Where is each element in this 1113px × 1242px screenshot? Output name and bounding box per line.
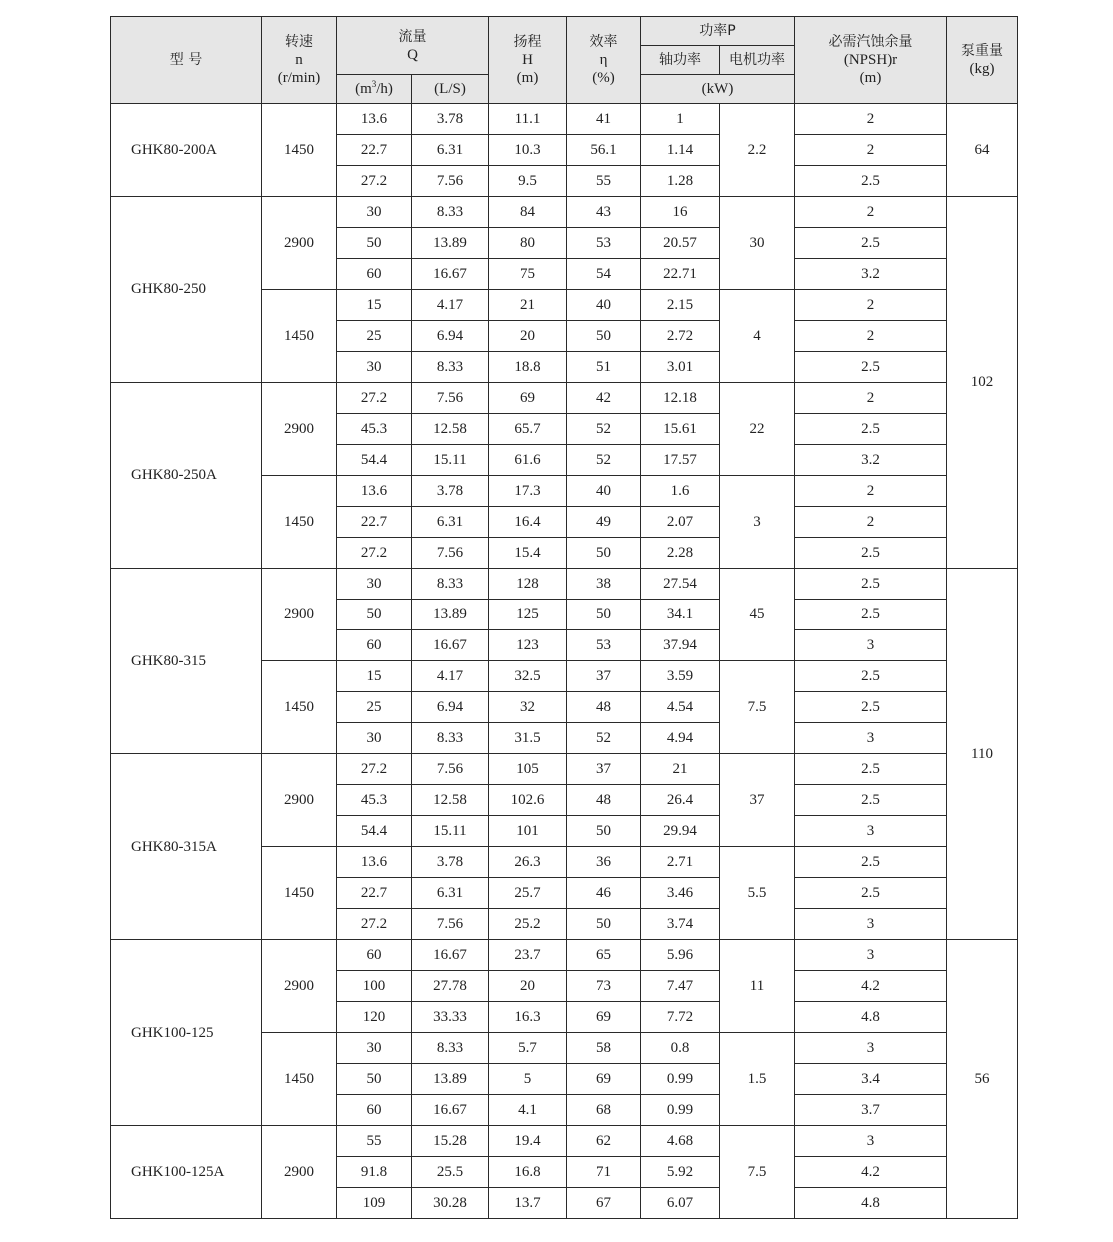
efficiency-value: 58 <box>567 1033 641 1064</box>
motor-power-value: 11 <box>720 940 795 1033</box>
speed-value: 1450 <box>262 847 337 940</box>
flow-m3h-value: 13.6 <box>337 847 412 878</box>
shaft-power-value: 2.07 <box>641 506 720 537</box>
flow-ls-value: 15.11 <box>412 816 489 847</box>
efficiency-value: 62 <box>567 1125 641 1156</box>
efficiency-value: 54 <box>567 258 641 289</box>
head-value: 25.7 <box>489 878 567 909</box>
shaft-power-value: 3.59 <box>641 661 720 692</box>
shaft-power-value: 5.92 <box>641 1156 720 1187</box>
motor-power-value: 22 <box>720 382 795 475</box>
flow-ls-value: 33.33 <box>412 1002 489 1033</box>
shaft-power-value: 17.57 <box>641 444 720 475</box>
npsh-value: 2 <box>795 289 947 320</box>
flow-ls-value: 7.56 <box>412 909 489 940</box>
head-value: 80 <box>489 227 567 258</box>
flow-m3h-value: 60 <box>337 1095 412 1126</box>
npsh-value: 3 <box>795 1033 947 1064</box>
efficiency-value: 37 <box>567 661 641 692</box>
npsh-value: 3.2 <box>795 444 947 475</box>
shaft-power-value: 37.94 <box>641 630 720 661</box>
flow-m3h-value: 50 <box>337 599 412 630</box>
shaft-power-value: 22.71 <box>641 258 720 289</box>
head-value: 31.5 <box>489 723 567 754</box>
npsh-value: 2.5 <box>795 878 947 909</box>
npsh-value: 2.5 <box>795 692 947 723</box>
header-efficiency: 效率 η (%) <box>567 17 641 104</box>
efficiency-value: 65 <box>567 940 641 971</box>
table-row <box>111 196 1018 227</box>
flow-m3h-value: 30 <box>337 196 412 227</box>
flow-m3h-value: 30 <box>337 1033 412 1064</box>
speed-value: 1450 <box>262 661 337 754</box>
table-row <box>111 940 1018 971</box>
flow-ls-value: 6.94 <box>412 320 489 351</box>
flow-ls-value: 13.89 <box>412 599 489 630</box>
shaft-power-value: 34.1 <box>641 599 720 630</box>
efficiency-value: 46 <box>567 878 641 909</box>
npsh-value: 2.5 <box>795 568 947 599</box>
shaft-power-value: 7.72 <box>641 1002 720 1033</box>
head-value: 11.1 <box>489 104 567 135</box>
flow-ls-value: 8.33 <box>412 196 489 227</box>
flow-m3h-value: 27.2 <box>337 909 412 940</box>
weight-value: 56 <box>947 940 1018 1219</box>
shaft-power-value: 2.15 <box>641 289 720 320</box>
shaft-power-value: 7.47 <box>641 971 720 1002</box>
shaft-power-value: 20.57 <box>641 227 720 258</box>
table-body <box>111 104 1018 1219</box>
shaft-power-value: 2.72 <box>641 320 720 351</box>
head-value: 128 <box>489 568 567 599</box>
model-name: GHK100-125 <box>111 940 262 1126</box>
flow-m3h-value: 120 <box>337 1002 412 1033</box>
weight-value: 110 <box>947 568 1018 940</box>
efficiency-value: 37 <box>567 754 641 785</box>
flow-m3h-value: 30 <box>337 568 412 599</box>
motor-power-value: 3 <box>720 475 795 568</box>
flow-m3h-value: 45.3 <box>337 785 412 816</box>
header-weight: 泵重量 (kg) <box>947 17 1018 104</box>
efficiency-value: 52 <box>567 413 641 444</box>
efficiency-value: 68 <box>567 1095 641 1126</box>
shaft-power-value: 16 <box>641 196 720 227</box>
flow-ls-value: 7.56 <box>412 537 489 568</box>
model-name: GHK80-315 <box>111 568 262 754</box>
flow-ls-value: 6.94 <box>412 692 489 723</box>
head-value: 10.3 <box>489 134 567 165</box>
npsh-value: 2.5 <box>795 785 947 816</box>
speed-value: 2900 <box>262 754 337 847</box>
npsh-value: 2 <box>795 506 947 537</box>
flow-ls-value: 13.89 <box>412 1064 489 1095</box>
flow-ls-value: 27.78 <box>412 971 489 1002</box>
efficiency-value: 52 <box>567 723 641 754</box>
efficiency-value: 71 <box>567 1156 641 1187</box>
shaft-power-value: 6.07 <box>641 1187 720 1218</box>
pump-performance-table <box>110 16 1018 1219</box>
header-speed: 转速 n (r/min) <box>262 17 337 104</box>
head-value: 75 <box>489 258 567 289</box>
npsh-value: 4.8 <box>795 1002 947 1033</box>
shaft-power-value: 1.14 <box>641 134 720 165</box>
motor-power-value: 4 <box>720 289 795 382</box>
head-value: 125 <box>489 599 567 630</box>
flow-m3h-value: 60 <box>337 940 412 971</box>
npsh-value: 3.4 <box>795 1064 947 1095</box>
header-head: 扬程 H (m) <box>489 17 567 104</box>
flow-ls-value: 25.5 <box>412 1156 489 1187</box>
flow-m3h-value: 60 <box>337 630 412 661</box>
shaft-power-value: 3.74 <box>641 909 720 940</box>
header-flow: 流量 Q <box>337 17 489 75</box>
motor-power-value: 7.5 <box>720 1125 795 1218</box>
efficiency-value: 55 <box>567 165 641 196</box>
table-header <box>111 17 1018 104</box>
efficiency-value: 67 <box>567 1187 641 1218</box>
head-value: 123 <box>489 630 567 661</box>
weight-value: 64 <box>947 104 1018 197</box>
speed-value: 1450 <box>262 1033 337 1126</box>
flow-m3h-value: 27.2 <box>337 754 412 785</box>
flow-m3h-value: 50 <box>337 1064 412 1095</box>
shaft-power-value: 1.6 <box>641 475 720 506</box>
head-value: 32 <box>489 692 567 723</box>
head-value: 13.7 <box>489 1187 567 1218</box>
flow-ls-value: 12.58 <box>412 785 489 816</box>
head-value: 9.5 <box>489 165 567 196</box>
speed-value: 2900 <box>262 382 337 475</box>
flow-ls-value: 7.56 <box>412 754 489 785</box>
table-row <box>111 754 1018 785</box>
npsh-value: 4.2 <box>795 1156 947 1187</box>
head-value: 84 <box>489 196 567 227</box>
npsh-value: 3.2 <box>795 258 947 289</box>
speed-value: 1450 <box>262 104 337 197</box>
flow-ls-value: 30.28 <box>412 1187 489 1218</box>
shaft-power-value: 21 <box>641 754 720 785</box>
head-value: 19.4 <box>489 1125 567 1156</box>
head-value: 23.7 <box>489 940 567 971</box>
flow-m3h-value: 13.6 <box>337 475 412 506</box>
head-value: 16.3 <box>489 1002 567 1033</box>
flow-ls-value: 6.31 <box>412 134 489 165</box>
shaft-power-value: 3.01 <box>641 351 720 382</box>
flow-m3h-value: 91.8 <box>337 1156 412 1187</box>
efficiency-value: 38 <box>567 568 641 599</box>
flow-m3h-value: 25 <box>337 320 412 351</box>
motor-power-value: 1.5 <box>720 1033 795 1126</box>
head-value: 105 <box>489 754 567 785</box>
npsh-value: 2.5 <box>795 227 947 258</box>
speed-value: 2900 <box>262 1125 337 1218</box>
header-motor-power: 电机功率 <box>720 46 795 75</box>
speed-value: 1450 <box>262 475 337 568</box>
header-power-unit: (kW) <box>641 75 795 104</box>
npsh-value: 3.7 <box>795 1095 947 1126</box>
flow-ls-value: 6.31 <box>412 878 489 909</box>
head-value: 21 <box>489 289 567 320</box>
npsh-value: 2.5 <box>795 165 947 196</box>
motor-power-value: 5.5 <box>720 847 795 940</box>
head-value: 25.2 <box>489 909 567 940</box>
npsh-value: 2.5 <box>795 599 947 630</box>
table-row <box>111 104 1018 135</box>
flow-m3h-value: 30 <box>337 351 412 382</box>
header-model: 型 号 <box>111 17 262 104</box>
shaft-power-value: 12.18 <box>641 382 720 413</box>
efficiency-value: 53 <box>567 227 641 258</box>
npsh-value: 2 <box>795 196 947 227</box>
head-value: 69 <box>489 382 567 413</box>
head-value: 65.7 <box>489 413 567 444</box>
efficiency-value: 50 <box>567 537 641 568</box>
head-value: 16.8 <box>489 1156 567 1187</box>
shaft-power-value: 0.8 <box>641 1033 720 1064</box>
npsh-value: 3 <box>795 723 947 754</box>
shaft-power-value: 3.46 <box>641 878 720 909</box>
flow-ls-value: 16.67 <box>412 630 489 661</box>
speed-value: 2900 <box>262 940 337 1033</box>
flow-ls-value: 3.78 <box>412 475 489 506</box>
flow-ls-value: 8.33 <box>412 1033 489 1064</box>
npsh-value: 3 <box>795 909 947 940</box>
head-value: 61.6 <box>489 444 567 475</box>
efficiency-value: 69 <box>567 1002 641 1033</box>
flow-ls-value: 16.67 <box>412 1095 489 1126</box>
flow-ls-value: 3.78 <box>412 847 489 878</box>
flow-m3h-value: 22.7 <box>337 506 412 537</box>
speed-value: 2900 <box>262 568 337 661</box>
flow-ls-value: 16.67 <box>412 940 489 971</box>
npsh-value: 3 <box>795 940 947 971</box>
efficiency-value: 50 <box>567 599 641 630</box>
flow-m3h-value: 50 <box>337 227 412 258</box>
efficiency-value: 41 <box>567 104 641 135</box>
shaft-power-value: 4.94 <box>641 723 720 754</box>
npsh-value: 2 <box>795 134 947 165</box>
head-value: 101 <box>489 816 567 847</box>
efficiency-value: 73 <box>567 971 641 1002</box>
flow-ls-value: 6.31 <box>412 506 489 537</box>
table-row <box>111 568 1018 599</box>
flow-ls-value: 4.17 <box>412 289 489 320</box>
npsh-value: 3 <box>795 1125 947 1156</box>
npsh-value: 2 <box>795 104 947 135</box>
head-value: 5 <box>489 1064 567 1095</box>
efficiency-value: 50 <box>567 320 641 351</box>
npsh-value: 2.5 <box>795 413 947 444</box>
header-flow-unit-m3h: $(m^3/h)$ <box>337 75 412 104</box>
flow-ls-value: 7.56 <box>412 382 489 413</box>
efficiency-value: 56.1 <box>567 134 641 165</box>
flow-ls-value: 8.33 <box>412 351 489 382</box>
npsh-value: 4.8 <box>795 1187 947 1218</box>
flow-ls-value: 7.56 <box>412 165 489 196</box>
flow-m3h-value: 15 <box>337 289 412 320</box>
header-flow-unit-ls: (L/S) <box>412 75 489 104</box>
flow-m3h-value: 27.2 <box>337 537 412 568</box>
speed-value: 1450 <box>262 289 337 382</box>
flow-m3h-value: 30 <box>337 723 412 754</box>
efficiency-value: 50 <box>567 816 641 847</box>
shaft-power-value: 29.94 <box>641 816 720 847</box>
shaft-power-value: 26.4 <box>641 785 720 816</box>
head-value: 32.5 <box>489 661 567 692</box>
npsh-value: 2 <box>795 320 947 351</box>
npsh-value: 3 <box>795 630 947 661</box>
flow-ls-value: 16.67 <box>412 258 489 289</box>
efficiency-value: 49 <box>567 506 641 537</box>
flow-m3h-value: 15 <box>337 661 412 692</box>
motor-power-value: 7.5 <box>720 661 795 754</box>
shaft-power-value: 5.96 <box>641 940 720 971</box>
flow-m3h-value: 55 <box>337 1125 412 1156</box>
header-shaft-power: 轴功率 <box>641 46 720 75</box>
flow-m3h-value: 22.7 <box>337 878 412 909</box>
flow-ls-value: 4.17 <box>412 661 489 692</box>
model-name: GHK80-250 <box>111 196 262 382</box>
flow-m3h-value: 27.2 <box>337 165 412 196</box>
shaft-power-value: 15.61 <box>641 413 720 444</box>
header-power: 功率P <box>641 17 795 46</box>
model-name: GHK80-250A <box>111 382 262 568</box>
shaft-power-value: 4.68 <box>641 1125 720 1156</box>
npsh-value: 2.5 <box>795 537 947 568</box>
table-row <box>111 382 1018 413</box>
head-value: 26.3 <box>489 847 567 878</box>
header-npsh: 必需汽蚀余量 (NPSH)r (m) <box>795 17 947 104</box>
npsh-value: 2.5 <box>795 847 947 878</box>
head-value: 5.7 <box>489 1033 567 1064</box>
flow-ls-value: 8.33 <box>412 568 489 599</box>
speed-value: 2900 <box>262 196 337 289</box>
shaft-power-value: 2.71 <box>641 847 720 878</box>
head-value: 17.3 <box>489 475 567 506</box>
model-name: GHK80-200A <box>111 104 262 197</box>
flow-m3h-value: 27.2 <box>337 382 412 413</box>
npsh-value: 2.5 <box>795 351 947 382</box>
shaft-power-value: 0.99 <box>641 1064 720 1095</box>
efficiency-value: 40 <box>567 289 641 320</box>
efficiency-value: 48 <box>567 785 641 816</box>
efficiency-value: 42 <box>567 382 641 413</box>
efficiency-value: 43 <box>567 196 641 227</box>
head-value: 102.6 <box>489 785 567 816</box>
motor-power-value: 45 <box>720 568 795 661</box>
head-value: 18.8 <box>489 351 567 382</box>
head-value: 4.1 <box>489 1095 567 1126</box>
flow-ls-value: 3.78 <box>412 104 489 135</box>
flow-ls-value: 15.28 <box>412 1125 489 1156</box>
flow-m3h-value: 60 <box>337 258 412 289</box>
shaft-power-value: 4.54 <box>641 692 720 723</box>
flow-m3h-value: 100 <box>337 971 412 1002</box>
efficiency-value: 48 <box>567 692 641 723</box>
model-name: GHK100-125A <box>111 1125 262 1218</box>
flow-m3h-value: 54.4 <box>337 444 412 475</box>
shaft-power-value: 0.99 <box>641 1095 720 1126</box>
flow-m3h-value: 13.6 <box>337 104 412 135</box>
npsh-value: 4.2 <box>795 971 947 1002</box>
weight-value: 102 <box>947 196 1018 568</box>
flow-ls-value: 13.89 <box>412 227 489 258</box>
shaft-power-value: 1 <box>641 104 720 135</box>
head-value: 20 <box>489 320 567 351</box>
motor-power-value: 2.2 <box>720 104 795 197</box>
shaft-power-value: 27.54 <box>641 568 720 599</box>
npsh-value: 3 <box>795 816 947 847</box>
efficiency-value: 52 <box>567 444 641 475</box>
npsh-value: 2.5 <box>795 754 947 785</box>
flow-ls-value: 15.11 <box>412 444 489 475</box>
efficiency-value: 69 <box>567 1064 641 1095</box>
shaft-power-value: 2.28 <box>641 537 720 568</box>
efficiency-value: 40 <box>567 475 641 506</box>
flow-m3h-value: 25 <box>337 692 412 723</box>
npsh-value: 2.5 <box>795 661 947 692</box>
flow-ls-value: 8.33 <box>412 723 489 754</box>
shaft-power-value: 1.28 <box>641 165 720 196</box>
flow-ls-value: 12.58 <box>412 413 489 444</box>
motor-power-value: 30 <box>720 196 795 289</box>
head-value: 16.4 <box>489 506 567 537</box>
efficiency-value: 50 <box>567 909 641 940</box>
npsh-value: 2 <box>795 475 947 506</box>
model-name: GHK80-315A <box>111 754 262 940</box>
npsh-value: 2 <box>795 382 947 413</box>
efficiency-value: 51 <box>567 351 641 382</box>
efficiency-value: 36 <box>567 847 641 878</box>
flow-m3h-value: 54.4 <box>337 816 412 847</box>
motor-power-value: 37 <box>720 754 795 847</box>
flow-m3h-value: 22.7 <box>337 134 412 165</box>
flow-m3h-value: 109 <box>337 1187 412 1218</box>
head-value: 15.4 <box>489 537 567 568</box>
flow-m3h-value: 45.3 <box>337 413 412 444</box>
efficiency-value: 53 <box>567 630 641 661</box>
head-value: 20 <box>489 971 567 1002</box>
table-row <box>111 1125 1018 1156</box>
